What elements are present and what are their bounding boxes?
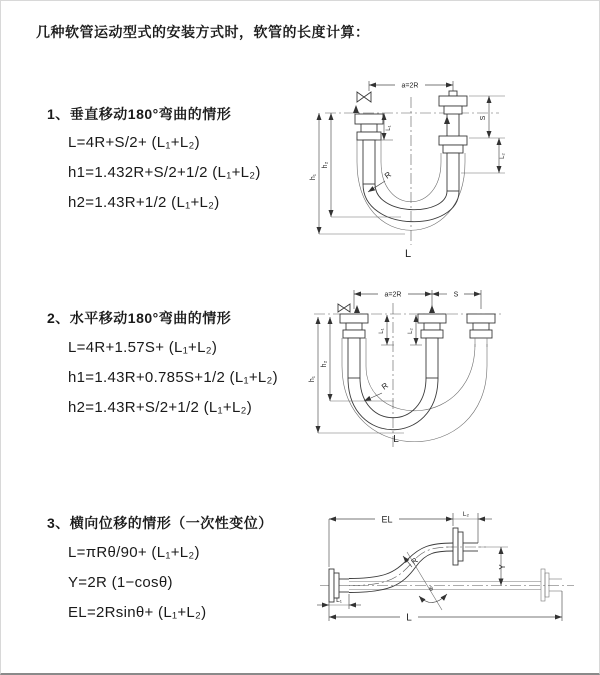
dim-l1 <box>317 594 361 609</box>
section2-heading: 2、水平移动180°弯曲的情形 <box>47 310 232 326</box>
dim-l2 <box>499 138 506 173</box>
hose-position-displaced <box>342 338 487 442</box>
right-fitting <box>439 91 467 191</box>
hose-position-original <box>349 569 562 601</box>
dim-label-h2: h₂ <box>321 360 328 368</box>
dim-label-l2: L₂ <box>462 511 470 518</box>
up-arrow-left <box>354 305 360 313</box>
dim-label-theta: θ <box>429 586 433 593</box>
diagram-horizontal-180-bend <box>304 281 564 453</box>
valve-icon <box>357 92 371 102</box>
dim-label-h2: h₂ <box>322 161 329 169</box>
left-fitting <box>355 114 383 184</box>
dim-label-l1: L₁ <box>379 328 385 334</box>
section2-formula-h1: h1=1.43R+0.785S+1/2 (L₁+L₂) <box>68 369 278 386</box>
dim-s <box>461 96 505 173</box>
dim-label-r: R <box>409 555 420 567</box>
dim-label-h1: h₁ <box>309 375 316 383</box>
section1-formula-L: L=4R+S/2+ (L₁+L₂) <box>68 134 200 151</box>
dim-label-s: S <box>453 291 459 299</box>
dim-a2r <box>369 81 453 91</box>
section2-formula-h2: h2=1.43R+S/2+1/2 (L₁+L₂) <box>68 399 253 416</box>
dim-label-l1: L₁ <box>386 125 392 131</box>
dim-label-l2: L₂ <box>500 153 506 159</box>
dim-label-l-bottom: L <box>404 248 412 260</box>
hose-s-curve <box>349 543 453 593</box>
section1-formula-h1: h1=1.432R+S/2+1/2 (L₁+L₂) <box>68 164 261 181</box>
section2-formula-L: L=4R+1.57S+ (L₁+L₂) <box>68 339 218 356</box>
dim-el <box>329 513 453 567</box>
section3-formula-Y: Y=2R (1−cosθ) <box>68 574 173 591</box>
dim-label-el: EL <box>381 514 393 525</box>
dim-label-r: R <box>379 380 390 392</box>
dim-a2r <box>354 290 481 309</box>
dim-label-h1: h₁ <box>310 173 317 181</box>
section1-formula-h2: h2=1.43R+1/2 (L₁+L₂) <box>68 194 220 211</box>
diagram-lateral-displacement <box>296 499 586 646</box>
dim-label-y: Y <box>498 564 507 570</box>
section3-formula-L: L=πRθ/90+ (L₁+L₂) <box>68 544 200 561</box>
dim-label-l1: L₁ <box>336 597 342 604</box>
dim-y <box>478 547 508 586</box>
section3-heading: 3、横向位移的情形（一次性变位） <box>47 515 273 531</box>
up-arrow-middle <box>429 305 435 313</box>
dim-label-l2: L₂ <box>408 328 414 334</box>
upper-right-flange <box>446 528 486 565</box>
up-arrow-right <box>444 116 450 124</box>
dim-label-l-bottom: L <box>393 434 399 445</box>
valve-icon <box>338 304 350 312</box>
dim-s <box>432 292 481 299</box>
dim-label-a2r: a=2R <box>384 291 402 299</box>
dim-label-l-bottom: L <box>406 612 412 624</box>
diagram-vertical-180-bend <box>301 67 551 263</box>
page-title: 几种软管运动型式的安装方式时，软管的长度计算： <box>36 24 370 40</box>
section1-heading: 1、垂直移动180°弯曲的情形 <box>47 106 232 122</box>
dim-label-r: R <box>382 169 393 181</box>
left-fitting <box>340 314 368 378</box>
dim-label-a2r: a=2R <box>401 82 419 90</box>
radius-callout <box>364 381 390 401</box>
dim-label-s: S <box>480 115 487 121</box>
up-arrow-left <box>353 105 359 113</box>
dim-l1 <box>379 315 394 345</box>
right-fitting <box>467 314 495 347</box>
middle-fitting <box>418 314 446 378</box>
section3-formula-EL: EL=2Rsinθ+ (L₁+L₂) <box>68 604 207 621</box>
